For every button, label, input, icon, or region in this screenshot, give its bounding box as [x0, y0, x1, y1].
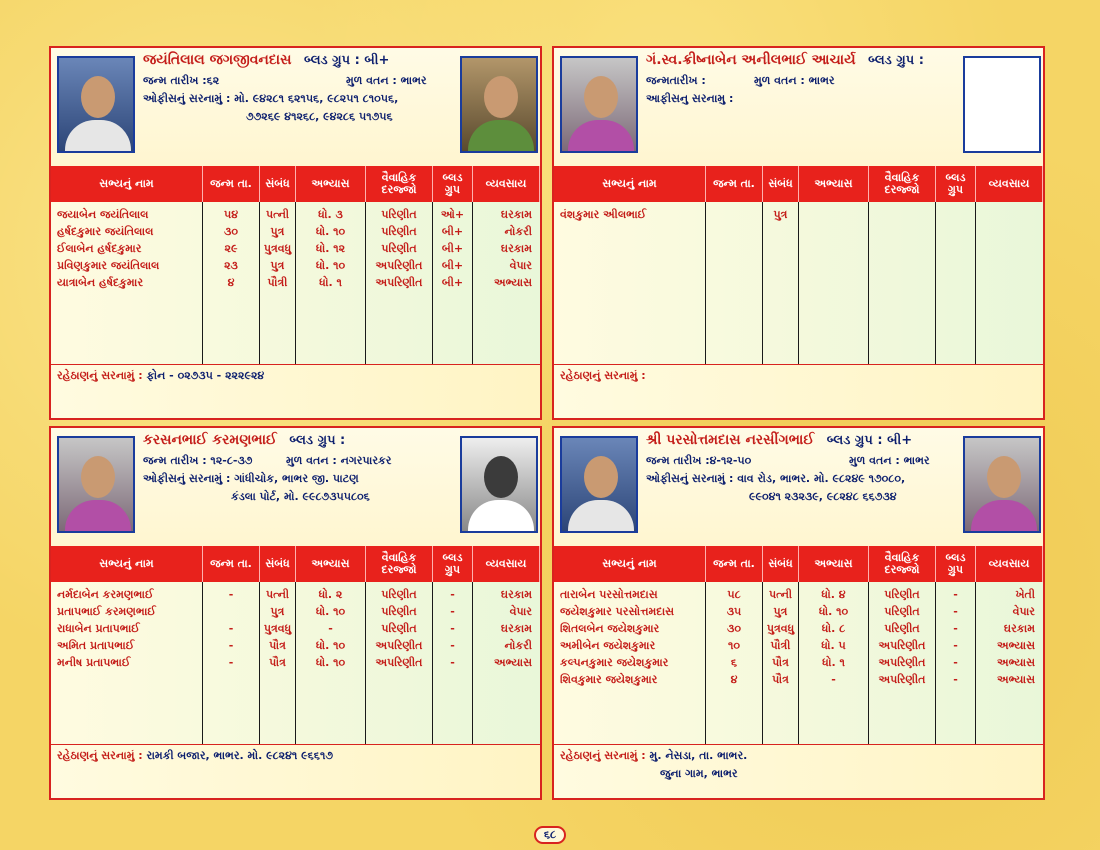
column-member-blood — [936, 202, 976, 364]
member-relation: પુત્રવધુ — [263, 622, 292, 635]
address-value: ફોન - ૦૨૭૩૫ - ૨૨૨૯૨૪ — [146, 369, 265, 382]
col-occupation: વ્યવસાય — [473, 166, 540, 202]
native-place: મુળ વતન : ભાભર — [849, 454, 930, 467]
col-blood: બ્લડ ગ્રુપ — [936, 546, 976, 582]
member-marital: અપરિણીત — [375, 639, 423, 652]
member-name: હર્ષદકુમાર જયંતિલાલ — [57, 225, 154, 238]
birth-date: જન્મ તારીખ :૪-૧૨-૫૦ — [646, 454, 752, 467]
head-photo — [560, 436, 638, 533]
member-name: ઈલાબેન હર્ષદકુમાર — [57, 242, 142, 255]
member-name: નર્મદાબેન કરમણભાઈ — [57, 588, 154, 601]
member-birth: ૩૦ — [727, 622, 741, 635]
blood-group: બ્લડ ગ્રુપ : બી+ — [303, 53, 390, 68]
member-education: ધો. ૧ — [822, 656, 845, 669]
member-relation: પત્ની — [265, 208, 290, 221]
column-member-occupation — [976, 202, 1043, 364]
address-label: રહેઠાણનું સરનામું : — [57, 749, 143, 762]
member-birth: - — [228, 639, 234, 652]
residence-address — [554, 744, 1043, 798]
member-blood: બી+ — [441, 225, 464, 238]
column-member-marital — [366, 582, 433, 744]
member-name: મનીષ પ્રતાપભાઈ — [57, 656, 131, 669]
member-relation: પુત્ર — [270, 259, 285, 272]
member-marital: અપરિણીત — [878, 656, 926, 669]
member-birth: - — [228, 622, 234, 635]
member-education: ધો. ૮ — [821, 622, 846, 635]
member-education: ધો. ૧૦ — [315, 225, 346, 238]
member-blood: - — [953, 588, 958, 601]
table-header — [51, 546, 540, 582]
col-name: સભ્યનું નામ — [51, 166, 203, 202]
head-photo — [57, 56, 135, 153]
birth-date: જન્મ તારીખ : ૧૨-૮-૩૭ — [143, 454, 253, 467]
member-education: ધો. ૧૦ — [315, 639, 346, 652]
blood-group: બ્લડ ગ્રુપ : બી+ — [826, 433, 913, 448]
member-marital: અપરિણીત — [878, 639, 926, 652]
table-header — [51, 166, 540, 202]
col-name: સભ્યનું નામ — [554, 546, 706, 582]
member-blood: - — [953, 605, 958, 618]
col-occupation: વ્યવસાય — [976, 546, 1043, 582]
member-blood: - — [953, 622, 958, 635]
column-member-name — [554, 582, 706, 744]
member-relation: પૌત્ર — [269, 656, 286, 669]
col-occupation: વ્યવસાય — [473, 546, 540, 582]
column-member-marital — [366, 202, 433, 364]
member-education: ધો. ૩ — [318, 208, 343, 221]
col-education: અભ્યાસ — [296, 546, 366, 582]
col-birth: જન્મ તા. — [203, 166, 260, 202]
member-education: - — [328, 622, 333, 635]
member-name: શિવકુમાર જયેશકુમાર — [560, 673, 658, 686]
member-birth: ૪ — [730, 673, 738, 686]
col-name: સભ્યનું નામ — [554, 166, 706, 202]
member-name: યાત્રાબેન હર્ષદકુમાર — [57, 276, 144, 289]
member-occupation: વેપાર — [509, 259, 532, 272]
member-name: રાધાબેન પ્રતાપભાઈ — [57, 622, 140, 635]
members-table — [51, 202, 540, 364]
col-education: અભ્યાસ — [799, 546, 869, 582]
member-birth: ૩૫ — [726, 605, 742, 618]
member-relation: પુત્ર — [270, 225, 285, 238]
column-member-name — [554, 202, 706, 364]
member-relation: પૌત્ર — [269, 639, 286, 652]
member-marital: અપરિણીત — [375, 259, 423, 272]
native-place: મુળ વતન : નગરપારકર — [286, 454, 392, 467]
head-photo — [560, 56, 638, 153]
column-member-marital — [869, 202, 936, 364]
empty-photo-frame — [963, 56, 1041, 153]
member-marital: પરિણીત — [381, 605, 417, 618]
col-education: અભ્યાસ — [799, 166, 869, 202]
member-marital: પરિણીત — [381, 208, 417, 221]
member-birth: ૧૦ — [727, 639, 740, 652]
member-occupation: અભ્યાસ — [996, 673, 1035, 686]
col-marital: વૈવાહિક દરજ્જો — [366, 546, 433, 582]
member-relation: પુત્રવધુ — [766, 622, 795, 635]
column-member-education — [799, 202, 869, 364]
office-address-2: ૭૭૨૬૯ ૪૧૨૬૮, ૯૪૨૮૬ ૫૧૭૫૬ — [246, 110, 393, 123]
residence-address — [51, 364, 540, 418]
address-label: રહેઠાણનું સરનામું : — [560, 369, 646, 382]
member-blood: - — [450, 656, 455, 669]
address-label: રહેઠાણનું સરનામું : — [560, 749, 646, 762]
member-blood: - — [450, 639, 455, 652]
member-marital: પરિણીત — [381, 588, 417, 601]
col-occupation: વ્યવસાય — [976, 166, 1043, 202]
members-table — [554, 202, 1043, 364]
native-place: મુળ વતન : ભાભર — [346, 74, 427, 87]
member-birth: ૨૩ — [224, 259, 238, 272]
head-name: કરસનભાઈ કરમણભાઈ — [143, 432, 277, 448]
head-name: ગં.સ્વ.ક્રીષ્નાબેન અનીલભાઈ આચાર્ય — [646, 52, 856, 68]
spouse-photo — [57, 436, 135, 533]
column-member-education — [296, 582, 366, 744]
member-name: કલ્પનકુમાર જયેશકુમાર — [560, 656, 669, 669]
spouse-photo — [963, 436, 1041, 533]
member-occupation — [976, 206, 1043, 223]
family-card-1 — [49, 46, 542, 420]
address-value: રામકી બજાર, ભાભર. મો. ૯૮૨૪૧ ૯૬૬૧૭ — [146, 749, 333, 762]
member-birth — [706, 206, 762, 223]
member-marital: અપરિણીત — [375, 656, 423, 669]
column-member-relation — [260, 582, 296, 744]
member-name: અમીબેન જયેશકુમાર — [560, 639, 656, 652]
column-member-occupation — [473, 202, 540, 364]
col-blood: બ્લડ ગ્રુપ — [936, 166, 976, 202]
column-member-blood — [936, 582, 976, 744]
member-blood: - — [450, 605, 455, 618]
member-occupation: અભ્યાસ — [996, 639, 1035, 652]
residence-address — [51, 744, 540, 798]
family-card-3 — [49, 426, 542, 800]
member-relation: પૌત્ર — [772, 673, 789, 686]
member-marital: પરિણીત — [884, 588, 920, 601]
birth-date: જન્મ તારીખ :૬૨ — [143, 74, 220, 87]
card-title — [143, 52, 389, 68]
office-address-2: ૯૯૦૪૧ ૨૩૨૩૯, ૯૮૨૪૮ ૬૬૭૩૪ — [749, 490, 897, 503]
col-birth: જન્મ તા. — [203, 546, 260, 582]
col-birth: જન્મ તા. — [706, 546, 763, 582]
member-birth: ૫૪ — [223, 208, 239, 221]
member-education: ધો. ૧૨ — [315, 242, 346, 255]
column-member-birth — [203, 582, 260, 744]
column-member-birth — [203, 202, 260, 364]
address-label: રહેઠાણનું સરનામું : — [57, 369, 143, 382]
member-relation: પૌત્રી — [267, 276, 288, 289]
blood-group: બ્લડ ગ્રુપ : — [868, 53, 924, 68]
card-title — [646, 432, 912, 448]
member-education: ધો. ૧ — [319, 276, 342, 289]
member-marital: અપરિણીત — [375, 276, 423, 289]
member-blood: બી+ — [441, 242, 464, 255]
member-blood: ઓ+ — [440, 208, 465, 221]
office-address: ઓફીસનું સરનામું : વાવ રોડ, ભાભર. મો. ૯૮૨૪૯ ૧૭૦૮૦, — [646, 472, 906, 485]
member-relation: પુત્ર — [773, 208, 788, 221]
col-birth: જન્મ તા. — [706, 166, 763, 202]
member-blood: બી+ — [441, 276, 464, 289]
member-marital: અપરિણીત — [878, 673, 926, 686]
native-place: મુળ વતન : ભાભર — [754, 74, 835, 87]
address-line-2: જુના ગામ, ભાભર — [660, 767, 738, 780]
member-birth: ૫૮ — [727, 588, 741, 601]
col-relation: સંબંધ — [260, 546, 296, 582]
card-title — [646, 52, 924, 68]
member-name: અમિત પ્રતાપભાઈ — [57, 639, 135, 652]
col-relation: સંબંધ — [763, 166, 799, 202]
member-name: પ્રવિણકુમાર જયંતિલાલ — [57, 259, 160, 272]
family-card-4 — [552, 426, 1045, 800]
member-name: જયેશકુમાર પરસોત્તમદાસ — [560, 605, 675, 618]
member-birth: - — [228, 656, 234, 669]
office-address: ઓફીસનું સરનામું : મો. ૯૪૨૮૧ ૬૨૧૫૬, ૯૮૨૫૧ ૮૧૦૫૬, — [143, 92, 399, 105]
member-education: - — [831, 673, 836, 686]
member-birth: ૬ — [730, 656, 738, 669]
col-marital: વૈવાહિક દરજ્જો — [869, 166, 936, 202]
member-education: ધો. ૧૦ — [315, 259, 346, 272]
member-blood: - — [450, 588, 455, 601]
member-education: ધો. ૧૦ — [315, 605, 346, 618]
member-name: પ્રતાપભાઈ કરમણભાઈ — [57, 605, 156, 618]
member-relation: પત્ની — [768, 588, 793, 601]
member-marital: પરિણીત — [884, 605, 920, 618]
member-occupation: નોકરી — [504, 225, 532, 238]
member-marital: પરિણીત — [381, 242, 417, 255]
member-occupation: ઘરકામ — [500, 208, 532, 221]
member-education: ધો. ૪ — [821, 588, 846, 601]
column-member-relation — [763, 202, 799, 364]
member-occupation: અભ્યાસ — [493, 276, 532, 289]
column-member-blood — [433, 202, 473, 364]
member-occupation: ખેતી — [1015, 588, 1035, 601]
member-education: ધો. ૨ — [318, 588, 343, 601]
office-address-2: કંડલા પોર્ટ, મો. ૯૯૮૭૩૫૫૮૦૬ — [231, 490, 370, 503]
col-relation: સંબંધ — [763, 546, 799, 582]
column-member-birth — [706, 202, 763, 364]
member-relation: પૌત્ર — [772, 656, 789, 669]
column-member-occupation — [473, 582, 540, 744]
member-education: ધો. ૧૦ — [818, 605, 849, 618]
member-birth: - — [228, 588, 234, 601]
member-education — [799, 206, 868, 223]
col-relation: સંબંધ — [260, 166, 296, 202]
head-photo — [460, 436, 538, 533]
member-occupation: વેપાર — [509, 605, 532, 618]
head-name: શ્રી પરસોત્તમદાસ નરસીંગભાઈ — [646, 432, 815, 448]
table-header — [554, 546, 1043, 582]
member-marital: પરિણીત — [381, 622, 417, 635]
member-name: શિતલબેન જયેશકુમાર — [560, 622, 660, 635]
office-address: આફીસનુ સરનામુ : — [646, 92, 734, 105]
column-member-name — [51, 202, 203, 364]
member-marital: પરિણીત — [884, 622, 920, 635]
member-birth: ૨૯ — [224, 242, 238, 255]
family-card-2 — [552, 46, 1045, 420]
members-table — [51, 582, 540, 744]
member-education: ધો. ૫ — [821, 639, 846, 652]
column-member-relation — [260, 202, 296, 364]
member-occupation: ઘરકામ — [500, 242, 532, 255]
col-name: સભ્યનું નામ — [51, 546, 203, 582]
member-occupation: અભ્યાસ — [996, 656, 1035, 669]
member-occupation: ઘરકામ — [1003, 622, 1035, 635]
blood-group: બ્લડ ગ્રુપ : — [289, 433, 346, 448]
member-blood: - — [953, 639, 958, 652]
residence-address — [554, 364, 1043, 418]
member-occupation: ઘરકામ — [500, 622, 532, 635]
table-header — [554, 166, 1043, 202]
member-relation: પુત્રવધુ — [263, 242, 292, 255]
card-title — [143, 432, 345, 448]
office-address: ઓફીસનું સરનામું : ગાંધીચોક, ભાભર જી. પાટણ — [143, 472, 359, 485]
column-member-name — [51, 582, 203, 744]
col-blood: બ્લડ ગ્રુપ — [433, 166, 473, 202]
column-member-blood — [433, 582, 473, 744]
member-marital — [869, 206, 935, 223]
col-education: અભ્યાસ — [296, 166, 366, 202]
head-name: જયંતિલાલ જગજીવનદાસ — [143, 52, 292, 68]
page-number: ૬૮ — [534, 826, 566, 844]
col-marital: વૈવાહિક દરજ્જો — [366, 166, 433, 202]
address-value: મુ. નેસડા, તા. ભાભર. — [649, 749, 748, 762]
member-occupation: ઘરકામ — [500, 588, 532, 601]
member-marital: પરિણીત — [381, 225, 417, 238]
member-blood — [936, 206, 975, 223]
birth-date: જન્મતારીખ : — [646, 74, 706, 87]
member-relation: પુત્ર — [270, 605, 285, 618]
member-blood: - — [953, 673, 958, 686]
members-table — [554, 582, 1043, 744]
member-blood: - — [450, 622, 455, 635]
member-education: ધો. ૧૦ — [315, 656, 346, 669]
member-relation: પુત્ર — [773, 605, 788, 618]
member-relation: પત્ની — [265, 588, 290, 601]
column-member-occupation — [976, 582, 1043, 744]
spouse-photo — [460, 56, 538, 153]
column-member-marital — [869, 582, 936, 744]
member-occupation: અભ્યાસ — [493, 656, 532, 669]
member-name: તારાબેન પરસોત્તમદાસ — [560, 588, 658, 601]
member-name: જયાબેન જયંતિલાલ — [57, 208, 149, 221]
member-birth: ૪ — [227, 276, 235, 289]
column-member-education — [296, 202, 366, 364]
member-blood: બી+ — [441, 259, 464, 272]
member-name: વંશકુમાર અીલભાઈ — [560, 208, 647, 221]
col-blood: બ્લડ ગ્રુપ — [433, 546, 473, 582]
column-member-relation — [763, 582, 799, 744]
member-relation: પૌત્રી — [770, 639, 791, 652]
member-occupation: વેપાર — [1012, 605, 1035, 618]
member-birth — [203, 603, 259, 620]
member-blood: - — [953, 656, 958, 669]
column-member-education — [799, 582, 869, 744]
column-member-birth — [706, 582, 763, 744]
member-birth: ૩૦ — [224, 225, 238, 238]
member-occupation: નોકરી — [504, 639, 532, 652]
col-marital: વૈવાહિક દરજ્જો — [869, 546, 936, 582]
